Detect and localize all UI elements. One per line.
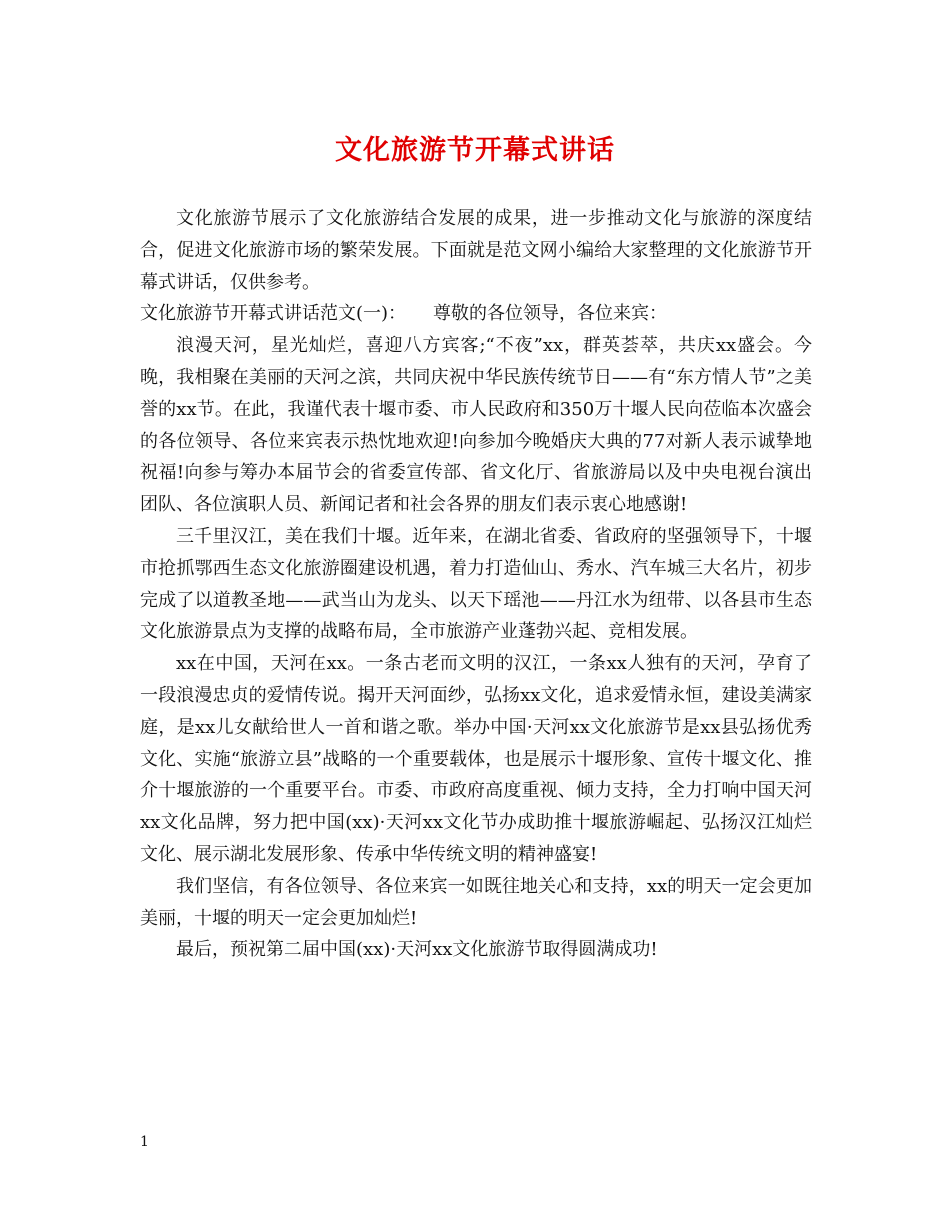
page-number: 1 (140, 1134, 149, 1150)
speech-paragraph: xx在中国，天河在xx。一条古老而文明的汉江，一条xx人独有的天河，孕育了一段浪漫忠贞的爱情传说。揭开天河面纱，弘扬xx文化，追求爱情永恒，建设美满家庭，是xx儿女献给世人一首和谐之歌。举办中国·天河xx文化旅游节是xx县弘扬优秀文化、实施“旅游立县”战略的一个重要载体，也是展示十堰形象、宣传十堰文化、推介十堰旅游的一个重要平台。市委、市政府高度重视、倾力支持，全力打响中国天河xx文化品牌，努力把中国(xx)·天河xx文化节办成助推十堰旅游崛起、弘扬汉江灿烂文化、展示湖北发展形象、传承中华传统文明的精神盛宴! (140, 653, 812, 865)
speech-paragraph: 三千里汉江，美在我们十堰。近年来，在湖北省委、省政府的坚强领导下，十堰市抢抓鄂西生态文化旅游圈建设机遇，着力打造仙山、秀水、汽车城三大名片，初步完成了以道教圣地——武当山为龙头、以天下瑶池——丹江水为纽带、以各县市生态文化旅游景点为支撑的战略布局，全市旅游产业蓬勃兴起、竞相发展。 (140, 525, 812, 643)
speech-paragraph: 浪漫天河，星光灿烂，喜迎八方宾客;“不夜”xx，群英荟萃，共庆xx盛会。今晚，我相聚在美丽的天河之滨，共同庆祝中华民族传统节日——有“东方情人节”之美誉的xx节。在此，我谨代表十堰市委、市人民政府和350万十堰人民向莅临本次盛会的各位领导、各位来宾表示热忱地欢迎!向参加今晚婚庆大典的77对新人表示诚挚地祝福!向参与筹办本届节会的省委宣传部、省文化厅、省旅游局以及中央电视台演出团队、各位演职人员、新闻记者和社会各界的朋友们表示衷心地感谢! (140, 335, 812, 516)
closing-paragraph: 最后，预祝第二届中国(xx)·天河xx文化旅游节取得圆满成功! (176, 939, 658, 961)
section-heading-line: 文化旅游节开幕式讲话范文(一)： 尊敬的各位领导，各位来宾： (140, 303, 668, 325)
document-body (140, 203, 812, 966)
intro-paragraph: 文化旅游节展示了文化旅游结合发展的成果，进一步推动文化与旅游的深度结合，促进文化旅游市场的繁荣发展。下面就是范文网小编给大家整理的文化旅游节开幕式讲话，仅供参考。 (140, 208, 812, 293)
document-title: 文化旅游节开幕式讲话 (335, 135, 615, 166)
speech-paragraph: 我们坚信，有各位领导、各位来宾一如既往地关心和支持，xx的明天一定会更加美丽，十堰的明天一定会更加灿烂! (140, 875, 812, 929)
